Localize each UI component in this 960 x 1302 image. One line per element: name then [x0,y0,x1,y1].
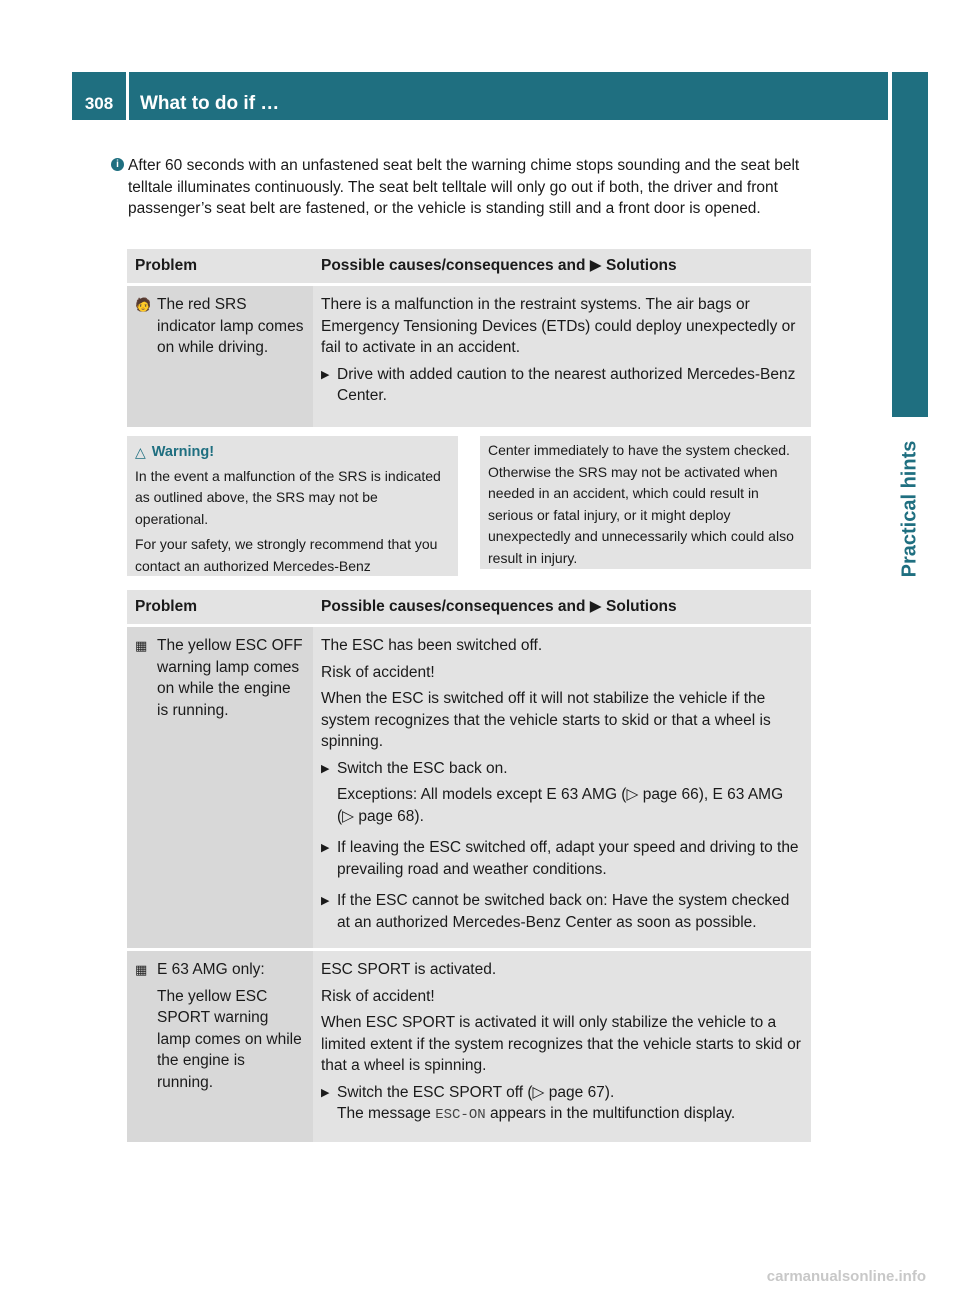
srs-table [127,249,811,427]
step-arrow-icon: ▶ [321,895,330,907]
step-text: Switch the ESC SPORT off (▷ page 67). [337,1083,615,1101]
step-arrow-icon: ▶ [321,1086,330,1099]
esc-table [127,590,811,1142]
info-note-text: After 60 seconds with an unfastened seat belt the warning chime stops sounding and the seat belt telltale illuminates continuously. The seat belt telltale will only go out if both, the driver and front passenger’s seat belt are fastened, or the vehicle is standing still and a front door is opened. [128,157,800,217]
esc-off-icon: ▦ [135,638,148,653]
step-detail: Exceptions: All models except E 63 AMG (▷ page 66), E 63 AMG (▷ page 68). [337,786,784,825]
cause-text-2: Risk of accident! [321,987,435,1005]
cause-text: There is a malfunction in the restraint systems. The air bags or Emergency Tensioning Devices (ETDs) could deploy unexpectedly or fail to activate in an accident. [321,296,796,356]
cause-text-1: The ESC has been switched off. [321,637,543,654]
table-row [127,285,811,427]
warning-box-continued [480,436,811,569]
footer-watermark: carmanualsonline.info [766,1268,926,1285]
problem-text-b: The yellow ESC SPORT warning lamp comes on while the engine is running. [157,987,302,1091]
header-problem: Problem [127,590,313,626]
warning-box [127,436,458,576]
warning-triangle-icon: △ [135,444,146,460]
section-title: What to do if … [129,72,888,120]
step-arrow-icon: ▶ [321,842,330,854]
step-detail: The message ESC-ON appears in the multifunction display. [337,1105,736,1123]
table-row [127,950,811,1142]
table-row [127,626,811,950]
problem-text: The yellow ESC OFF warning lamp comes on while the engine is running. [157,637,303,719]
step-text: If the ESC cannot be switched back on: Have the system checked at an authorized Mercedes-Benz Center as soon as possible. [337,892,790,931]
cause-text-2: Risk of accident! [321,663,435,681]
header-solutions: Possible causes/consequences and ▶ Solutions [313,249,811,285]
display-message: ESC-ON [435,1107,486,1123]
cause-text-1: ESC SPORT is activated. [321,961,497,978]
info-icon: i [111,158,124,171]
step-text: Switch the ESC back on. [337,759,508,777]
airbag-icon: 🧑 [135,297,152,312]
step-text: Drive with added caution to the nearest authorized Mercedes-Benz Center. [337,365,796,404]
esc-sport-icon: ▦ [135,962,148,977]
step-text: If leaving the ESC switched off, adapt your speed and driving to the prevailing road and weather conditions. [337,839,799,878]
header-problem: Problem [127,249,313,285]
solution-arrow-icon: ▶ [589,598,602,616]
cause-text-3: When the ESC is switched off it will not stabilize the vehicle if the system recognizes that the vehicle starts to skid or that a wheel is spinning. [321,690,771,750]
solution-arrow-icon: ▶ [589,257,602,275]
warning-title: Warning! [151,444,215,460]
step-arrow-icon: ▶ [321,368,330,381]
cause-text-3: When ESC SPORT is activated it will only stabilize the vehicle to a limited extent if the system recognizes that the vehicle starts to skid or that a wheel is spinning. [321,1014,801,1074]
warning-text-2: For your safety, we strongly recommend that you contact an authorized Mercedes-Benz [135,536,438,574]
side-tab [892,72,928,417]
problem-text: The red SRS indicator lamp comes on while driving. [157,296,304,356]
warning-text-3: Center immediately to have the system checked. Otherwise the SRS may not be activated when needed in an accident, which could result in serious or fatal injury, or it might deploy unexpectedly and unnecessarily which could also result in injury. [488,442,794,566]
header-solutions: Possible causes/consequences and ▶ Solutions [313,590,811,626]
problem-text-a: E 63 AMG only: [157,961,265,978]
page-number: 308 [72,72,126,120]
warning-text-1: In the event a malfunction of the SRS is indicated as outlined above, the SRS may not be operational. [135,467,441,527]
info-note [116,155,812,220]
side-label [892,424,928,594]
step-arrow-icon: ▶ [321,762,330,775]
side-label-text: Practical hints [898,440,921,578]
